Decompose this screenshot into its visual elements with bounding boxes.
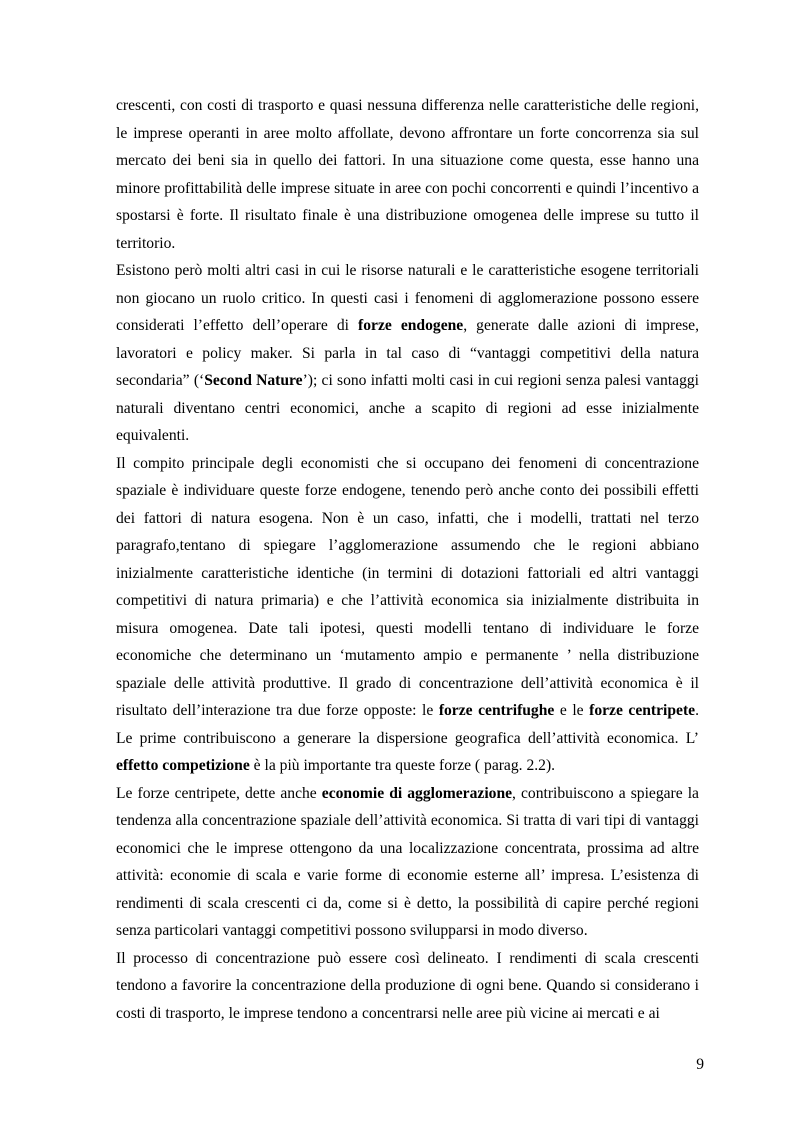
bold-term: forze endogene xyxy=(358,317,464,334)
text-run: , contribuiscono a spiegare la tendenza alla concentrazione spaziale dell’attività economica. Si tratta di vari tipi di vantaggi economici che le imprese ottengono da una localizzazione concentrata, prossima ad altre attività: economie di scala e varie forme di economie esterne all’ impresa. L’esistenza di rendimenti di scala crescenti ci da, come si è detto, la possibilità di capire perché regioni senza particolari vantaggi competitivi possono svilupparsi in modo diverso. xyxy=(116,784,699,939)
bold-term: effetto competizione xyxy=(116,757,250,774)
page-number: 9 xyxy=(696,1056,704,1073)
text-run: e le xyxy=(554,702,590,719)
body-text xyxy=(116,92,699,1027)
paragraph xyxy=(116,257,699,450)
bold-term: economie di agglomerazione xyxy=(321,784,513,802)
text-run: , generate dalle azioni di imprese, lavoratori e policy maker. Si parla in tal caso di “vantaggi competitivi della natura secondaria” (‘ xyxy=(116,317,699,389)
text-run: ’); ci sono infatti molti casi in cui regioni senza palesi vantaggi naturali diventano centri economici, anche a scapito di regioni ad esse inizialmente equivalenti. xyxy=(116,372,699,444)
text-run: Il compito principale degli economisti che si occupano dei fenomeni di concentrazione spaziale è individuare queste forze endogene, tenendo però anche conto dei possibili effetti dei fattori di natura esogena. Non è un caso, infatti, che i modelli, trattati nel terzo paragrafo,tentano di spiegare l’agglomerazione assumendo che le regioni abbiano inizialmente caratteristiche identiche (in termini di dotazioni fattoriali ed altri vantaggi competitivi di natura primaria) e che l’attività economica sia inizialmente distribuita in misura omogenea. Date tali ipotesi, questi modelli tentano di individuare le forze economiche che determinano un ‘mutamento ampio e permanente ’ nella distribuzione spaziale delle attività produttive. Il grado di concentrazione dell’attività economica è il risultato dell’interazione tra due forze opposte: le xyxy=(116,454,699,719)
paragraph xyxy=(116,92,699,257)
bold-term: Second Nature xyxy=(204,372,303,389)
paragraph xyxy=(116,450,699,780)
bold-term: forze centripete xyxy=(589,702,696,719)
text-run: crescenti, con costi di trasporto e quasi nessuna differenza nelle caratteristiche delle regioni, le imprese operanti in aree molto affollate, devono affrontare un forte concorrenza sia sul mercato dei beni sia in quello dei fattori. In una situazione come questa, esse hanno una minore profittabilità delle imprese situate in aree con pochi concorrenti e quindi l’incentivo a spostarsi è forte. Il risultato finale è una distribuzione omogenea delle imprese su tutto il territorio. xyxy=(116,97,699,252)
text-run: Le forze centripete, dette anche xyxy=(116,784,322,802)
text-run: . Le prime contribuiscono a generare la dispersione geografica dell’attività economica. L’ xyxy=(116,702,699,747)
text-run: Esistono però molti altri casi in cui le risorse naturali e le caratteristiche esogene territoriali non giocano un ruolo critico. In questi casi i fenomeni di agglomerazione possono essere considerati l’effetto dell’operare di xyxy=(116,262,699,334)
bold-term: forze centrifughe xyxy=(438,702,555,719)
text-run: Il processo di concentrazione può essere così delineato. I rendimenti di scala crescenti tendono a favorire la concentrazione della produzione di ogni bene. Quando si considerano i costi di trasporto, le imprese tendono a concentrarsi nelle aree più vicine ai mercati e ai xyxy=(116,949,699,1022)
text-run: è la più importante tra queste forze ( parag. 2.2). xyxy=(249,757,556,774)
paragraph xyxy=(116,780,699,945)
paragraph xyxy=(116,945,699,1028)
